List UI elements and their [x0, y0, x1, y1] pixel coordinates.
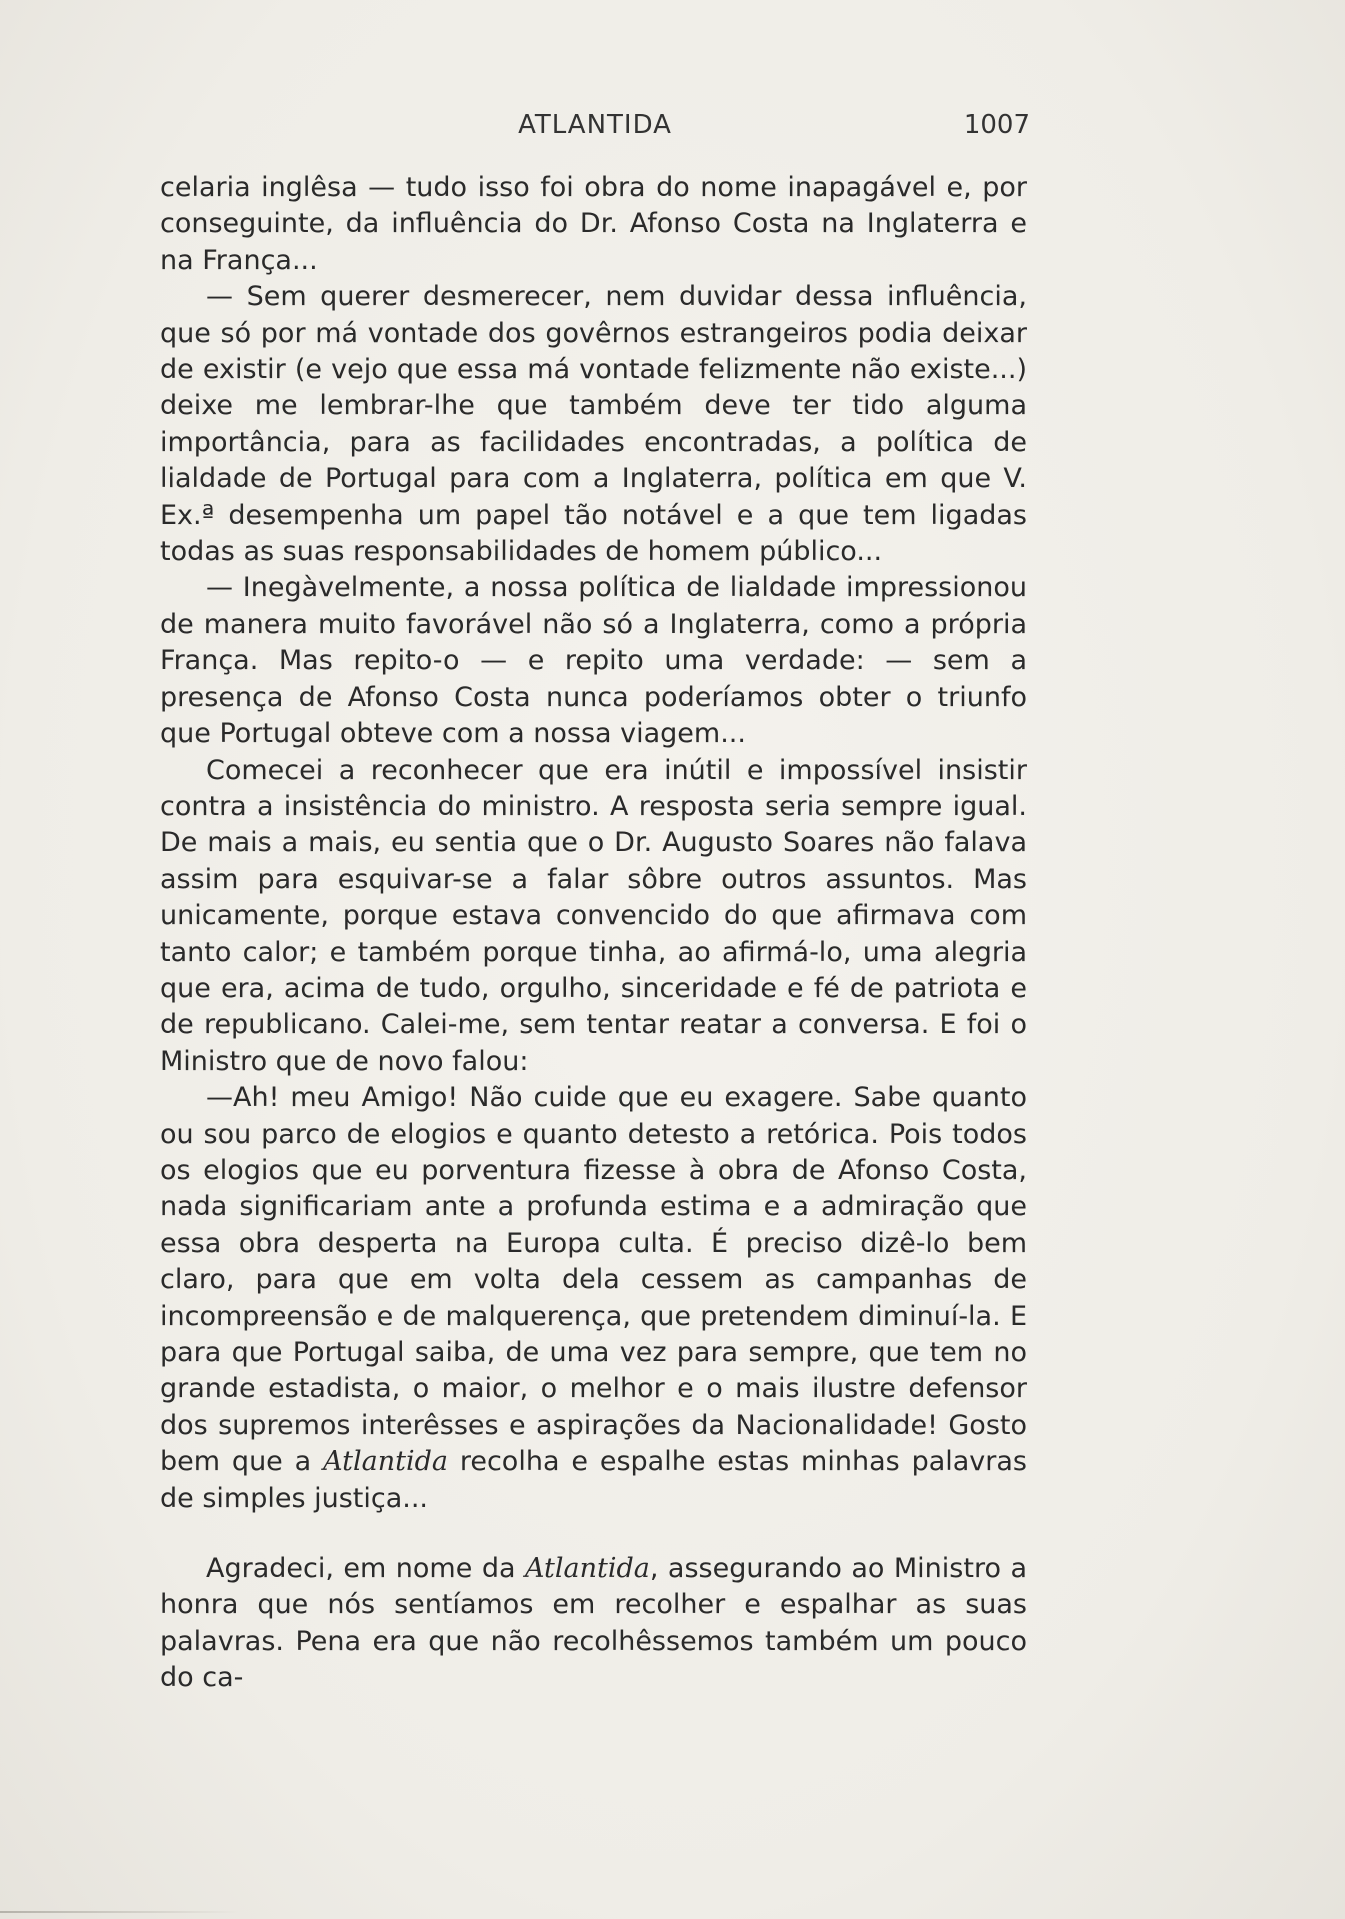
paragraph-6 [160, 1551, 1027, 1697]
paragraph-4: Comecei a reconhecer que era inútil e impossível insistir contra a insistência do ministro. A resposta seria sempre igual. De mais a mais, eu sentia que o Dr. Augusto Soares não falava assim para esquivar-se a falar sôbre outros assuntos. Mas unicamente, porque estava convencido do que afirmava com tanto calor; e também porque tinha, ao afirmá-lo, uma alegria que era, acima de tudo, orgulho, sinceridade e fé de patriota e de republicano. Calei-me, sem tentar reatar a conversa. E foi o Ministro que de novo falou: [160, 754, 1027, 1077]
page-number: 1007 [963, 110, 1030, 140]
page-header [160, 106, 1030, 146]
paragraph-3: — Inegàvelmente, a nossa política de lialdade impressionou de manera muito favorável não só a Inglaterra, como a própria França. Mas repito-o — e repito uma verdade: — sem a presença de Afonso Costa nunca poderíamos obter o triunfo que Portugal obteve com a nossa viagem... [160, 572, 1027, 750]
paragraph-2: — Sem querer desmerecer, nem duvidar dessa influência, que só por má vontade dos govêrnos estrangeiros podia deixar de existir (e vejo que essa má vontade felizmente não existe...) deixe me lembrar-lhe que também deve ter tido alguma importância, para as facilidades encontradas, a política de lialdade de Portugal para com a Inglaterra, política em que V. Ex.ª desempenha um papel tão notável e a que tem ligadas todas as suas responsabilidades de homem público... [160, 281, 1027, 568]
paragraph-5-text-a: —Ah! meu Amigo! Não cuide que eu exagere. Sabe quanto ou sou parco de elogios e quanto detesto a retórica. Pois todos os elogios que eu porventura fizesse à obra de Afonso Costa, nada significariam ante a profunda estima e a admiração que essa obra desperta na Europa culta. É preciso dizê-lo bem claro, para que em volta dela cessem as campanhas de incompreensão e de malquerença, que pretendem diminuí-la. E para que Portugal saiba, de uma vez para sempre, que tem no grande estadista, o maior, o melhor e o mais ilustre defensor dos supremos interêsses e aspirações da Nacionalidade! Gosto bem que a [160, 1082, 1027, 1478]
body-text [160, 170, 1027, 1697]
paragraph-6-text-a: Agradeci, em nome da [206, 1553, 525, 1585]
running-head: ATLANTIDA [518, 110, 672, 140]
paragraph-5-text-b: recolha e espalhe estas minhas palavras de simples justiça... [160, 1446, 1027, 1514]
paragraph-5-italic-title: Atlantida [323, 1446, 448, 1478]
paragraph-1: celaria inglêsa — tudo isso foi obra do nome inapagável e, por conseguinte, da influência do Dr. Afonso Costa na Inglaterra e na França... [160, 172, 1027, 276]
paragraph-6-italic-title: Atlantida [524, 1553, 650, 1585]
page-edge-mark [0, 1911, 240, 1913]
paragraph-5 [160, 1080, 1027, 1517]
paragraph-6-text-b: , assegurando ao Ministro a honra que nós sentíamos em recolher e espalhar as suas palavras. Pena era que não recolhêssemos também um pouco do ca- [160, 1553, 1027, 1694]
